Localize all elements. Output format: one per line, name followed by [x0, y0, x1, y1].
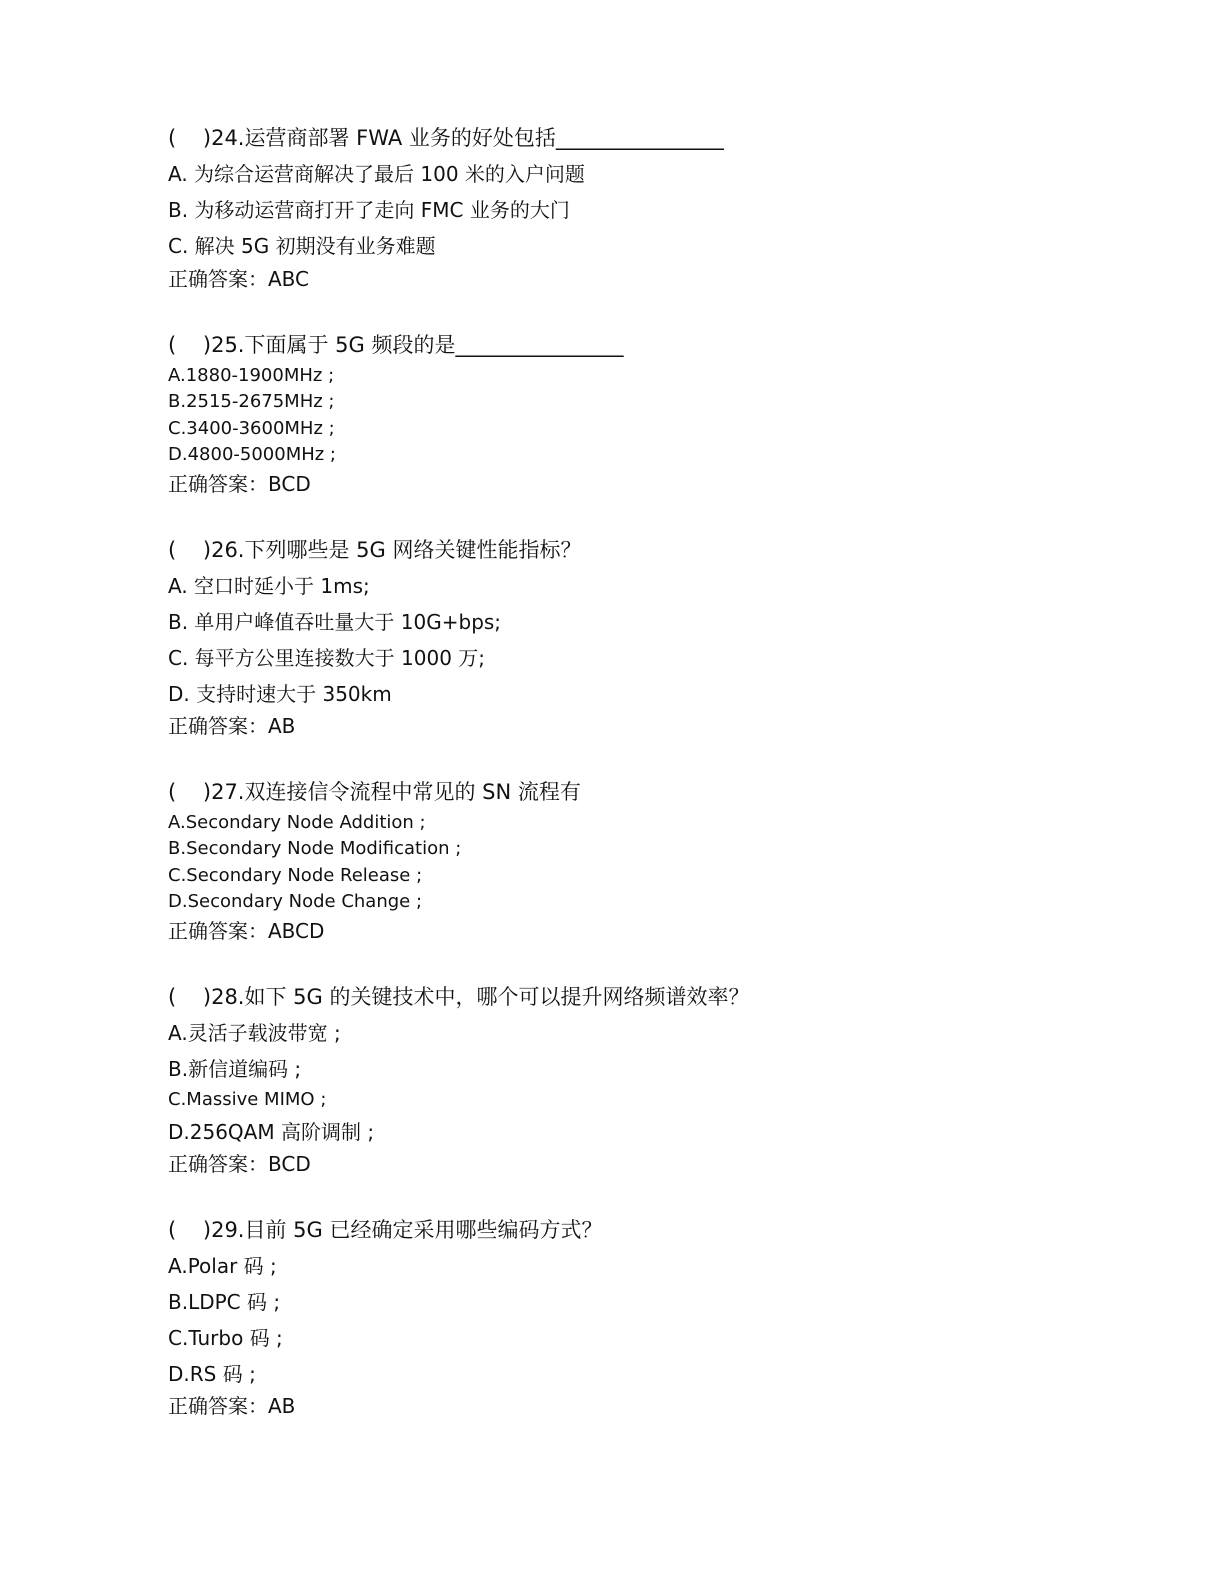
question-25-option-b: B.2515-2675MHz ; [168, 391, 335, 412]
question-24-option-b: B. 为移动运营商打开了走向 FMC 业务的大门 [168, 198, 570, 222]
question-26-option-a: A. 空口时延小于 1ms; [168, 574, 370, 598]
question-28-option-a: A.灵活子载波带宽 ; [168, 1021, 341, 1045]
question-27-option-b: B.Secondary Node Modification ; [168, 838, 462, 859]
question-28-option-c: C.Massive MIMO ; [168, 1089, 327, 1110]
question-26-option-c: C. 每平方公里连接数大于 1000 万; [168, 646, 486, 670]
question-27-option-a: A.Secondary Node Addition ; [168, 812, 426, 833]
question-27-answer: 正确答案：ABCD [168, 919, 325, 943]
question-28-answer: 正确答案：BCD [168, 1152, 311, 1176]
question-25-option-d: D.4800-5000MHz ; [168, 444, 336, 465]
question-26-option-b: B. 单用户峰值吞吐量大于 10G+bps; [168, 610, 502, 634]
question-28-stem: ( )28.如下 5G 的关键技术中，哪个可以提升网络频谱效率？ [168, 985, 750, 1009]
question-25-stem: ( )25.下面属于 5G 频段的是________________ [168, 333, 624, 357]
question-24-answer: 正确答案：ABC [168, 267, 310, 291]
question-25-option-a: A.1880-1900MHz ; [168, 365, 335, 386]
question-25-answer: 正确答案：BCD [168, 472, 311, 496]
question-29-option-a: A.Polar 码 ; [168, 1254, 277, 1278]
question-29-option-d: D.RS 码 ; [168, 1362, 256, 1386]
question-24-option-a: A. 为综合运营商解决了最后 100 米的入户问题 [168, 162, 585, 186]
question-28-option-d: D.256QAM 高阶调制 ; [168, 1120, 375, 1144]
question-26-answer: 正确答案：AB [168, 714, 296, 738]
question-27-option-d: D.Secondary Node Change ; [168, 891, 423, 912]
question-28-option-b: B.新信道编码 ; [168, 1057, 302, 1081]
question-29-stem: ( )29.目前 5G 已经确定采用哪些编码方式？ [168, 1218, 603, 1242]
question-25-option-c: C.3400-3600MHz ; [168, 418, 335, 439]
question-24-stem: ( )24.运营商部署 FWA 业务的好处包括________________ [168, 126, 724, 150]
question-26-option-d: D. 支持时速大于 350km [168, 682, 392, 706]
question-26-stem: ( )26.下列哪些是 5G 网络关键性能指标？ [168, 538, 582, 562]
question-24-option-c: C. 解决 5G 初期没有业务难题 [168, 234, 436, 258]
question-27-option-c: C.Secondary Node Release ; [168, 865, 423, 886]
question-29-option-c: C.Turbo 码 ; [168, 1326, 283, 1350]
question-29-option-b: B.LDPC 码 ; [168, 1290, 281, 1314]
question-27-stem: ( )27.双连接信令流程中常见的 SN 流程有 [168, 780, 581, 804]
question-29-answer: 正确答案：AB [168, 1394, 296, 1418]
